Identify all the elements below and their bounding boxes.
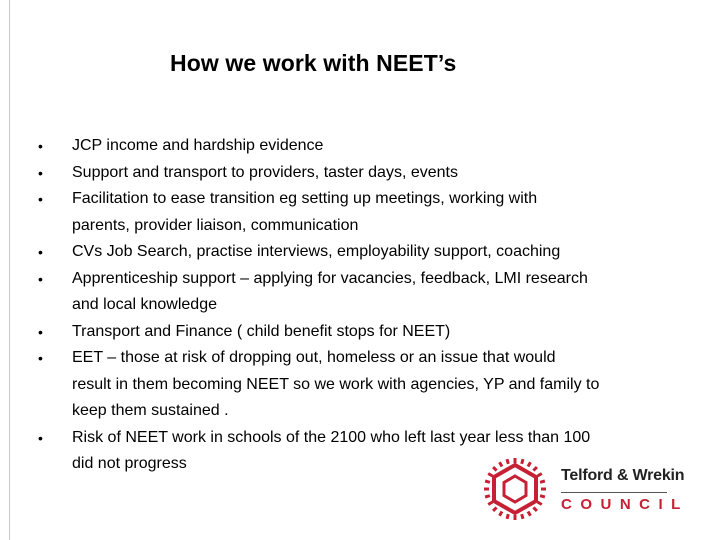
left-margin-rule <box>9 0 10 540</box>
bullet-line: did not progress <box>72 455 187 472</box>
emblem-tooth <box>538 502 542 505</box>
emblem-tooth <box>540 496 545 497</box>
emblem-tooth <box>533 507 537 511</box>
telford-wrekin-emblem-icon <box>482 456 548 522</box>
emblem-tooth <box>507 459 508 464</box>
bullet-line: parents, provider liaison, communication <box>72 216 359 234</box>
bullet-line: Transport and Finance ( child benefit stops for NEET) <box>72 322 451 340</box>
emblem-tooth <box>493 507 497 511</box>
logo-name: Telford & Wrekin <box>561 467 685 484</box>
bullet-line: EET – those at risk of dropping out, homeless or an issue that would <box>72 349 556 366</box>
bullet-line: Apprenticeship support – applying for vacancies, feedback, LMI research <box>72 269 588 287</box>
emblem-tooth <box>533 467 537 471</box>
emblem-tooth <box>522 514 523 519</box>
emblem-tooth <box>500 512 503 516</box>
emblem-tooth <box>522 459 523 464</box>
bullet-dot: • <box>38 429 43 446</box>
bullet-item <box>38 345 688 425</box>
emblem-tooth <box>485 481 490 482</box>
bullet-list <box>38 133 688 478</box>
emblem-tooth <box>493 467 497 471</box>
bullet-line: keep them sustained . <box>72 402 229 419</box>
emblem-tooth <box>528 512 531 516</box>
emblem-tooth <box>538 474 542 477</box>
emblem-tooth <box>528 462 531 466</box>
bullet-line: Risk of NEET work in schools of the 2100 who left last year less than 100 <box>72 428 591 446</box>
bullet-item <box>38 160 688 187</box>
bullet-line: and local knowledge <box>72 296 217 313</box>
bullet-dot: • <box>38 138 43 154</box>
emblem-tooth <box>488 474 492 477</box>
bullet-dot: • <box>38 244 43 260</box>
bullet-item <box>38 239 688 266</box>
bullet-item <box>38 186 688 239</box>
bullet-dot: • <box>38 350 43 366</box>
bullet-dot: • <box>38 164 43 181</box>
emblem-tooth <box>485 496 490 497</box>
slide-title: How we work with NEET’s <box>170 50 457 76</box>
council-logo <box>482 456 689 526</box>
emblem-tooth <box>507 514 508 519</box>
bullet-dot: • <box>38 191 43 207</box>
bullet-dot: • <box>38 270 43 287</box>
logo-subtitle: COUNCIL <box>561 496 689 513</box>
logo-divider <box>561 492 667 493</box>
bullet-dot: • <box>38 323 43 340</box>
bullet-line: JCP income and hardship evidence <box>72 137 324 154</box>
bullet-item <box>38 133 688 160</box>
emblem-tooth <box>500 462 503 466</box>
bullet-line: CVs Job Search, practise interviews, employability support, coaching <box>72 243 561 260</box>
bullet-item <box>38 266 688 319</box>
bullet-item <box>38 319 688 346</box>
emblem-tooth <box>488 502 492 505</box>
bullet-line: Facilitation to ease transition eg setting up meetings, working with <box>72 190 538 207</box>
bullet-line: Support and transport to providers, taster days, events <box>72 163 458 181</box>
emblem-tooth <box>540 481 545 482</box>
bullet-line: result in them becoming NEET so we work with agencies, YP and family to <box>72 375 600 393</box>
